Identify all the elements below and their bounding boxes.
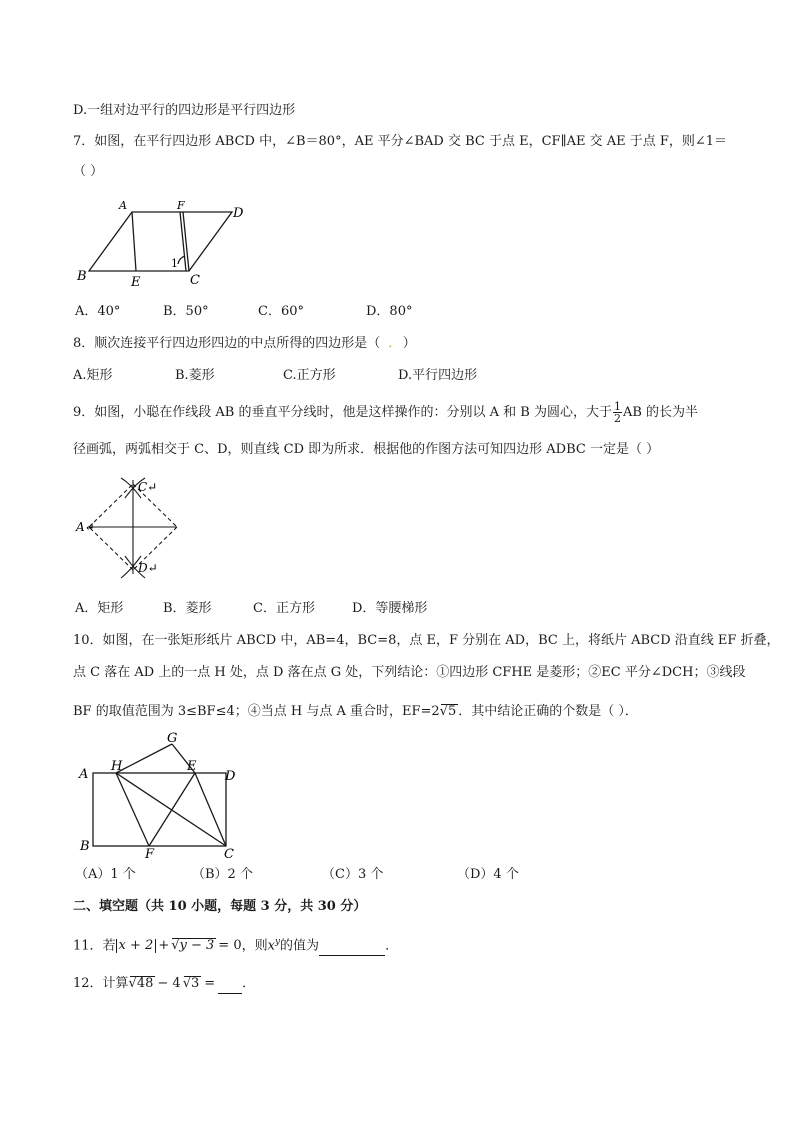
q10-label-b: B <box>80 839 90 854</box>
q7-stem-line2: （ ） <box>73 164 104 179</box>
q10-sqrt <box>441 704 459 719</box>
q8-option-c: C.正方形 <box>283 368 336 383</box>
q9-option-a: A．矩形 <box>75 601 124 616</box>
q10-label-h: H <box>111 759 123 774</box>
q9-text-a: 9．如图，小聪在作线段 AB 的垂直平分线时，他是这样操作的：分别以 A 和 B 为圆心，大于 <box>73 405 612 420</box>
q7-label-b: B <box>77 269 87 284</box>
q9-option-b: B．菱形 <box>163 601 212 616</box>
q10-radical-sign: √ <box>439 704 448 719</box>
q10-option-b: （B）2 个 <box>192 867 253 882</box>
q12-end: ． <box>242 976 256 991</box>
q11-abs-expr: x + 2 <box>118 938 154 954</box>
q9-text-b: AB 的长为半 <box>622 405 699 420</box>
q10-label-c: C <box>224 847 234 862</box>
q10-label-a: A <box>79 767 89 782</box>
q12-prefix: 12．计算 <box>73 976 129 991</box>
q8-option-d: D.平行四边形 <box>398 368 478 383</box>
q11-plus: + <box>158 938 170 954</box>
q7-stem-line1: 7．如图，在平行四边形 ABCD 中，∠B＝80°，AE 平分∠BAD 交 BC 于点 E，CF∥AE 交 AE 于点 F，则∠1＝ <box>73 134 728 149</box>
q9-label-d: D↵ <box>138 561 158 575</box>
q7-segment-cf <box>183 212 189 271</box>
q11-radical-sign: √ <box>171 938 180 954</box>
q11-exponent: y <box>274 937 281 947</box>
q9-label-a: A↵ <box>76 520 95 534</box>
q11-equals: = 0 <box>218 938 242 954</box>
q11-mid: ，则 <box>241 938 268 954</box>
q12-sqrt-3 <box>184 976 202 991</box>
q7-label-a: A <box>119 199 127 212</box>
q9-label-c: C↵ <box>138 480 158 494</box>
q8-stem <box>73 335 416 353</box>
q11-stem <box>73 932 398 956</box>
section-2-heading: 二、填空题（共 10 小题，每题 3 分，共 30 分） <box>73 899 367 914</box>
q12-sqrt2-value: 3 <box>190 976 200 991</box>
q8-close: ） <box>402 336 416 351</box>
q9-frac-den: 2 <box>613 412 621 425</box>
q10-option-d: （D）4 个 <box>457 867 519 882</box>
q9-frac-num: 1 <box>613 400 621 413</box>
q10-label-g: G <box>167 731 178 746</box>
q12-answer-blank <box>218 975 242 994</box>
q9-option-d: D．等腰梯形 <box>352 601 428 616</box>
q12-stem <box>73 975 255 994</box>
q10-stem-line1: 10．如图，在一张矩形纸片 ABCD 中，AB=4，BC=8，点 E，F 分别在 AD，BC 上，将纸片 ABCD 沿直线 EF 折叠， <box>73 633 780 648</box>
q8-dot: ． <box>388 336 395 351</box>
q12-sqrt1-value: 48 <box>136 976 154 991</box>
q7-label-f: F <box>177 199 185 212</box>
q10-option-c: （C）3 个 <box>322 867 384 882</box>
q10-stem-line3 <box>73 703 638 721</box>
q11-absolute-value <box>116 939 157 953</box>
q12-equals: = <box>204 976 216 991</box>
q11-prefix: 11．若 <box>73 938 116 954</box>
q8-stem-text: 8．顺次连接平行四边形四边的中点所得的四边形是（ <box>73 336 381 351</box>
q10-segment-fe <box>149 773 195 846</box>
q9-stem-line1 <box>73 400 698 426</box>
q10-rectangle-abcd <box>93 773 226 846</box>
q10-sqrt-value: 5 <box>447 704 457 719</box>
q11-sqrt <box>172 938 216 953</box>
q10-label-f: F <box>145 847 155 862</box>
q12-radical-sign-1: √ <box>128 976 137 991</box>
q10-text-b: ．其中结论正确的个数是（ ）． <box>458 704 638 719</box>
q8-option-a: A.矩形 <box>73 368 113 383</box>
q7-segment-ae <box>132 212 136 271</box>
q7-segment-cf-inner <box>180 212 186 271</box>
q7-angle-label: 1 <box>171 257 178 270</box>
q10-option-a: （A）1 个 <box>75 867 136 882</box>
q7-option-b: B．50° <box>163 304 209 319</box>
q9-dashed-ac <box>89 484 133 527</box>
q11-base: x <box>267 938 275 954</box>
q9-fraction-half <box>613 401 622 424</box>
q10-segment-hg <box>116 744 172 773</box>
q6-option-d: D.一组对边平行的四边形是平行四边形 <box>73 103 296 118</box>
q9-option-c: C．正方形 <box>253 601 315 616</box>
q7-option-c: C．60° <box>258 304 304 319</box>
q7-option-a: A．40° <box>75 304 121 319</box>
q9-stem-line2: 径画弧，两弧相交于 C、D，则直线 CD 即为所求．根据他的作图方法可知四边形 ADBC 一定是（ ） <box>73 442 660 457</box>
q7-label-d: D <box>233 206 244 221</box>
q10-text-a: BF 的取值范围为 3≤BF≤4；④当点 H 与点 A 重合时，EF=2 <box>73 704 440 719</box>
q10-label-d: D <box>225 769 236 784</box>
q7-parallelogram-abcd <box>89 212 232 271</box>
q12-sqrt-48 <box>130 976 156 991</box>
q11-suffix: 的值为 <box>280 938 320 954</box>
q12-minus: − 4 <box>157 976 181 991</box>
q11-sqrt-expr: y − 3 <box>179 938 215 954</box>
q7-option-d: D．80° <box>366 304 413 319</box>
q7-label-e: E <box>131 275 141 290</box>
q10-label-e: E <box>187 759 197 774</box>
q7-parallelogram-figure <box>75 196 255 292</box>
q10-stem-line2: 点 C 落在 AD 上的一点 H 处，点 D 落在点 G 处，下列结论：①四边形 CFHE 是菱形；②EC 平分∠DCH；③线段 <box>73 665 746 680</box>
q11-end: ． <box>385 938 399 954</box>
q9-construction-figure <box>75 472 185 582</box>
q11-answer-blank <box>319 937 385 956</box>
q12-radical-sign-2: √ <box>182 976 191 991</box>
q10-rectangle-figure <box>75 730 250 860</box>
q8-option-b: B.菱形 <box>175 368 215 383</box>
q9-dashed-da <box>89 527 133 570</box>
q7-label-c: C <box>190 273 200 288</box>
